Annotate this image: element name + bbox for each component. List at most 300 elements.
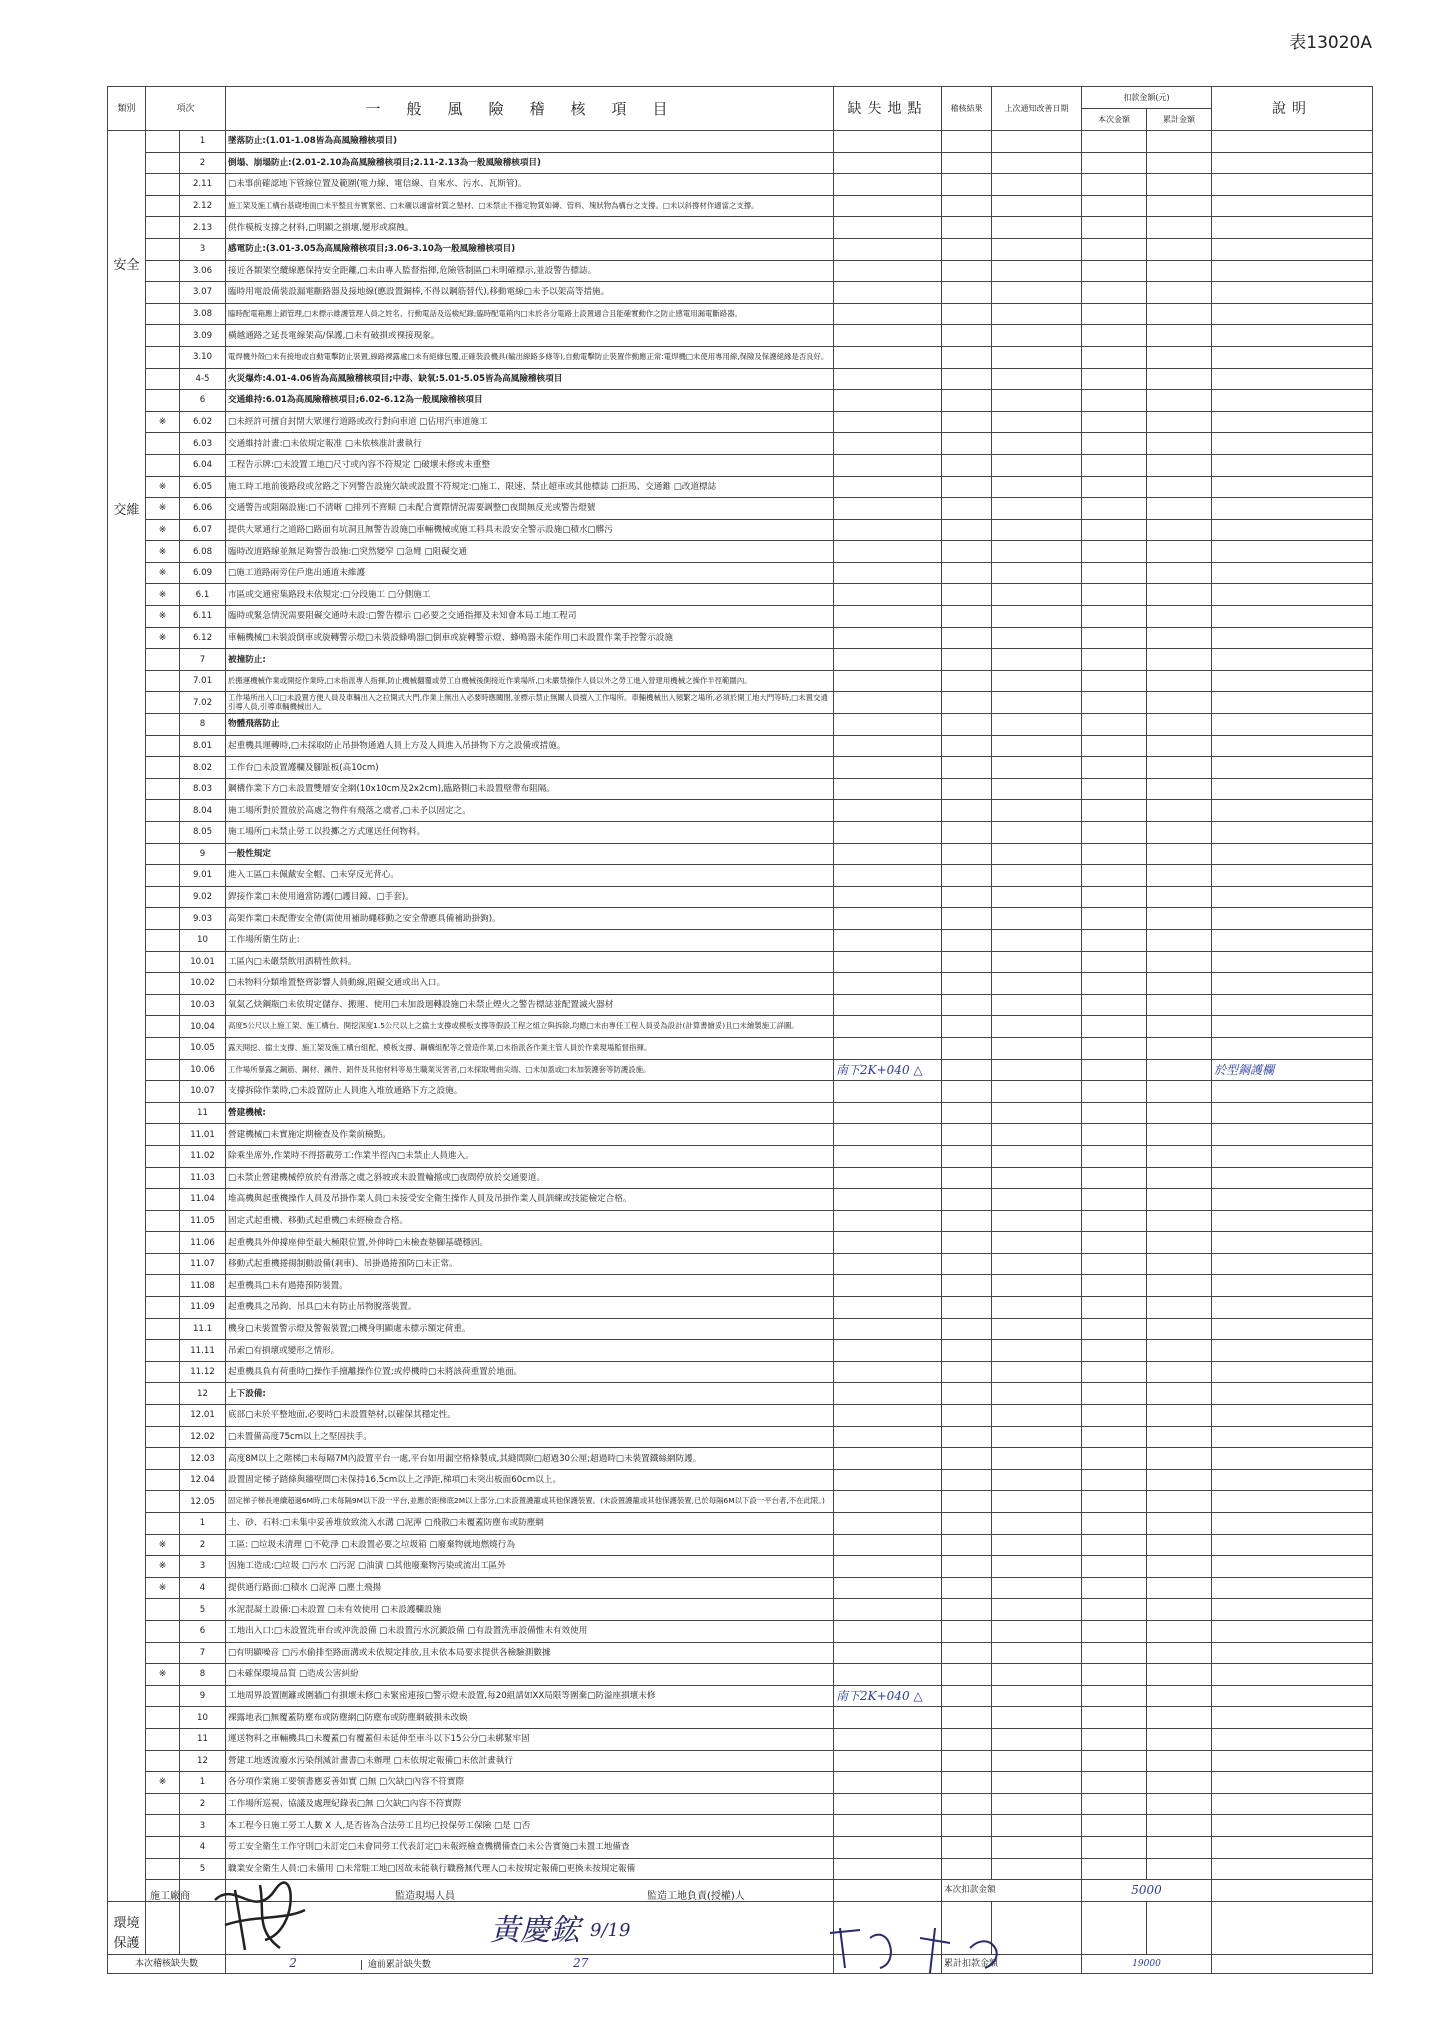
- missing-location: [834, 519, 942, 541]
- prev-notice-date: [992, 757, 1082, 779]
- audit-result: [942, 627, 992, 649]
- prev-notice-date: [992, 1556, 1082, 1578]
- key-mark: [146, 908, 180, 930]
- prev-notice-date: [992, 735, 1082, 757]
- missing-location: [834, 584, 942, 606]
- deduct-this-amount: [1082, 994, 1147, 1016]
- missing-location: [834, 1081, 942, 1103]
- item-description: □未物料分類堆置整齊影響人員動線,阻礙交通或出入口。: [226, 973, 834, 995]
- table-row: [108, 1577, 1373, 1599]
- key-mark: [146, 1448, 180, 1470]
- item-description: 提供大眾通行之道路□路面有坑洞且無警告設施□車輛機械或施工料具未設安全警示設施□積水□髒污: [226, 519, 834, 541]
- table-row: [108, 1318, 1373, 1340]
- deduct-total-amount: [1147, 454, 1212, 476]
- table-row: [108, 1037, 1373, 1059]
- prev-notice-date: [992, 1642, 1082, 1664]
- key-mark: [146, 390, 180, 412]
- item-description: 橫越通路之延長電線架高/保護,□未有破損或裸接現象。: [226, 325, 834, 347]
- table-row: [108, 1815, 1373, 1837]
- prev-notice-date: [992, 433, 1082, 455]
- deduct-total-amount: [1147, 1059, 1212, 1081]
- item-number: 7.02: [180, 692, 226, 714]
- prev-notice-date: [992, 1534, 1082, 1556]
- deduct-total-amount: [1147, 1426, 1212, 1448]
- deduct-this-amount: [1082, 1858, 1147, 1880]
- footer-row: [108, 1954, 1373, 1973]
- audit-result: [942, 865, 992, 887]
- deduct-this-amount: [1082, 1405, 1147, 1427]
- missing-location: [834, 1534, 942, 1556]
- prev-notice-date: [992, 238, 1082, 260]
- header-category: 類別: [108, 87, 146, 131]
- key-mark: [146, 433, 180, 455]
- remark-cell: [1212, 1513, 1373, 1535]
- audit-result: [942, 1513, 992, 1535]
- remark-cell: [1212, 822, 1373, 844]
- audit-result: [942, 1037, 992, 1059]
- missing-location: [834, 368, 942, 390]
- key-mark: [146, 260, 180, 282]
- missing-location: [834, 303, 942, 325]
- remark-cell: [1212, 1772, 1373, 1794]
- key-mark: ※: [146, 498, 180, 520]
- remark-cell: [1212, 606, 1373, 628]
- key-mark: [146, 1858, 180, 1880]
- remark-cell: [1212, 1728, 1373, 1750]
- deduct-total-amount: [1147, 1167, 1212, 1189]
- table-row: [108, 174, 1373, 196]
- deduct-total-amount: [1147, 131, 1212, 153]
- deduct-total-amount: [1147, 908, 1212, 930]
- audit-result: [942, 757, 992, 779]
- remark-cell: [1212, 1599, 1373, 1621]
- supervisor-staff-label: 監造現場人員: [395, 1891, 455, 1902]
- key-mark: [146, 174, 180, 196]
- key-mark: [146, 1210, 180, 1232]
- missing-location: [834, 1577, 942, 1599]
- item-description: 供作模板支撐之材料,□明顯之損壞,變形或腐蝕。: [226, 217, 834, 239]
- audit-result: [942, 541, 992, 563]
- remark-cell: [1212, 1383, 1373, 1405]
- table-row: [108, 1448, 1373, 1470]
- missing-location: [834, 1815, 942, 1837]
- deduct-this-amount: [1082, 1469, 1147, 1491]
- deduct-total-amount: [1147, 1340, 1212, 1362]
- missing-this-label: 本次稽核缺失數: [108, 1954, 226, 1973]
- remark-cell: [1212, 1275, 1373, 1297]
- key-mark: [146, 843, 180, 865]
- contractor-signature: [205, 1870, 315, 1955]
- deduct-total-amount: [1147, 1836, 1212, 1858]
- prev-notice-date: [992, 1340, 1082, 1362]
- audit-result: [942, 1620, 992, 1642]
- missing-location: [834, 562, 942, 584]
- header-result: 稽核結果: [942, 87, 992, 131]
- table-row: [108, 1426, 1373, 1448]
- deduct-total-amount: [1147, 1750, 1212, 1772]
- prev-notice-date: [992, 562, 1082, 584]
- table-row: [108, 843, 1373, 865]
- key-mark: [146, 238, 180, 260]
- deduct-total-amount: [1147, 692, 1212, 714]
- prev-notice-date: [992, 390, 1082, 412]
- audit-result: [942, 411, 992, 433]
- deduct-total-amount: [1147, 843, 1212, 865]
- prev-notice-date: [992, 800, 1082, 822]
- remark-cell: [1212, 411, 1373, 433]
- missing-location: [834, 131, 942, 153]
- deduct-this-amount: [1082, 822, 1147, 844]
- audit-result: [942, 1102, 992, 1124]
- prev-notice-date: [992, 1232, 1082, 1254]
- deduct-total-amount: [1147, 951, 1212, 973]
- item-description: 施工時工地前後路段或岔路之下列警告設施欠缺或設置不符規定:□施工、限速、禁止超車或其他標誌 □拒馬、交通錐 □改道標誌: [226, 476, 834, 498]
- prev-notice-date: [992, 692, 1082, 714]
- deduct-total-amount: [1147, 584, 1212, 606]
- item-description: 施工架及施工構台基礎地面□未平整且夯實緊密、□未襯以適當材質之墊材、□未禁止不穩定物質如磚、管料、塊狀物為構台之支撐。□未以斜撐材作適當之支撐。: [226, 195, 834, 217]
- table-row: [108, 411, 1373, 433]
- missing-total-label: 逾前累計缺失數: [361, 1960, 478, 1970]
- sign-date: 9/19: [590, 1920, 631, 1941]
- table-row: [108, 1620, 1373, 1642]
- item-number: 6.12: [180, 627, 226, 649]
- item-description: 設置固定梯子踏條與牆壁間□未保持16.5cm以上之淨距,梯項□未突出板面60cm以上。: [226, 1469, 834, 1491]
- remark-cell: [1212, 152, 1373, 174]
- item-description: □未置備高度75cm以上之堅固扶手。: [226, 1426, 834, 1448]
- key-mark: [146, 1167, 180, 1189]
- item-number: 6: [180, 1620, 226, 1642]
- deduct-this-amount: [1082, 131, 1147, 153]
- deduct-total-amount: [1147, 822, 1212, 844]
- key-mark: [146, 649, 180, 671]
- missing-location: [834, 973, 942, 995]
- remark-cell: [1212, 1556, 1373, 1578]
- key-mark: [146, 131, 180, 153]
- item-description: 交通維持計畫:□未依規定報准 □未依核准計畫執行: [226, 433, 834, 455]
- deduct-total-amount: [1147, 1081, 1212, 1103]
- remark-cell: [1212, 973, 1373, 995]
- remark-cell: [1212, 1189, 1373, 1211]
- item-description: 工區內□未嚴禁飲用酒精性飲料。: [226, 951, 834, 973]
- audit-result: [942, 1167, 992, 1189]
- table-row: [108, 454, 1373, 476]
- item-description: 高度8M以上之階梯□未每隔7M內設置平台一處,平台如用漏空格條製成,其縫間隙□超過30公厘;超過時□未裝置鐵絲網防護。: [226, 1448, 834, 1470]
- table-row: [108, 217, 1373, 239]
- item-description: 臨時或緊急情況需要阻礙交通時未設:□警告標示 □必要之交通指揮及未知會本局工地工程司: [226, 606, 834, 628]
- prev-notice-date: [992, 908, 1082, 930]
- deduct-this-amount: [1082, 454, 1147, 476]
- prev-notice-date: [992, 131, 1082, 153]
- remark-cell: [1212, 217, 1373, 239]
- missing-location: [834, 1836, 942, 1858]
- item-number: 10.05: [180, 1037, 226, 1059]
- deduct-this-amount: [1082, 346, 1147, 368]
- table-row: [108, 519, 1373, 541]
- prev-notice-date: [992, 1448, 1082, 1470]
- key-mark: [146, 1145, 180, 1167]
- missing-location: [834, 1275, 942, 1297]
- item-number: 12.05: [180, 1491, 226, 1513]
- deduct-total-value: 19000: [1082, 1954, 1212, 1973]
- deduct-total-amount: [1147, 519, 1212, 541]
- missing-location: [834, 476, 942, 498]
- audit-result: [942, 1232, 992, 1254]
- deduct-total-amount: [1147, 541, 1212, 563]
- audit-result: [942, 886, 992, 908]
- item-number: 9: [180, 843, 226, 865]
- audit-table: [107, 86, 1373, 1974]
- item-number: 3: [180, 1556, 226, 1578]
- deduct-this-amount: [1082, 1426, 1147, 1448]
- deduct-this-amount: [1082, 1102, 1147, 1124]
- key-mark: ※: [146, 1772, 180, 1794]
- table-row: [108, 929, 1373, 951]
- prev-notice-date: [992, 195, 1082, 217]
- prev-notice-date: [992, 346, 1082, 368]
- key-mark: [146, 1426, 180, 1448]
- deduct-this-amount: [1082, 973, 1147, 995]
- missing-total-value: 27: [573, 1955, 589, 1970]
- table-row: [108, 1167, 1373, 1189]
- deduct-this-amount: [1082, 1275, 1147, 1297]
- missing-location: [834, 238, 942, 260]
- audit-result: [942, 562, 992, 584]
- item-description: 工作場所衛生防止:: [226, 929, 834, 951]
- remark-cell: [1212, 454, 1373, 476]
- deduct-this-amount: [1082, 1340, 1147, 1362]
- table-row: [108, 476, 1373, 498]
- audit-result: [942, 692, 992, 714]
- audit-result: [942, 951, 992, 973]
- key-mark: ※: [146, 1664, 180, 1686]
- missing-location: [834, 627, 942, 649]
- deduct-total-label: 累計扣款金額: [942, 1954, 1082, 1973]
- remark-cell: [1212, 649, 1373, 671]
- key-mark: [146, 1275, 180, 1297]
- prev-notice-date: [992, 260, 1082, 282]
- key-mark: [146, 368, 180, 390]
- table-row: [108, 1340, 1373, 1362]
- audit-result: [942, 303, 992, 325]
- audit-result: [942, 973, 992, 995]
- deduct-this-amount: [1082, 735, 1147, 757]
- item-description: 工作場所出入口□未設置方便人員及車輛出入之拉開式大門,作業上無出入必要時應關閉,並標示禁止無關人員擅入工作場所。車輛機械出入頻繁之場所,必須於開工地大門等時,□未置交通引導人員,引導車輛機械出入。: [226, 692, 834, 714]
- prev-notice-date: [992, 627, 1082, 649]
- deduct-this-amount: [1082, 929, 1147, 951]
- item-number: 11.02: [180, 1145, 226, 1167]
- deduct-this-amount: [1082, 649, 1147, 671]
- item-description: 工區: □垃圾未清理 □不乾淨 □未設置必要之垃圾箱 □廢棄物就地燃燒行為: [226, 1534, 834, 1556]
- deduct-this-label: 本次扣款金額: [942, 1880, 1082, 1902]
- remark-cell: [1212, 886, 1373, 908]
- audit-result: [942, 1275, 992, 1297]
- deduct-this-amount: [1082, 1059, 1147, 1081]
- item-number: 2.11: [180, 174, 226, 196]
- item-description: 裸露地表□無覆蓋防塵布或防塵網□防塵布或防塵網破損未改煥: [226, 1707, 834, 1729]
- remark-cell: [1212, 1102, 1373, 1124]
- deduct-this-amount: [1082, 1081, 1147, 1103]
- item-description: 勞工安全衛生工作守則□未訂定□未會同勞工代表訂定□未報經檢查機構備查□未公告實施□未置工地備查: [226, 1836, 834, 1858]
- item-number: 11.01: [180, 1124, 226, 1146]
- deduct-this-amount: [1082, 584, 1147, 606]
- form-number: 表13020A: [1289, 33, 1372, 53]
- item-description: 進入工區□未佩戴安全帽、□未穿反光背心。: [226, 865, 834, 887]
- item-description: 火災爆炸:4.01-4.06皆為高風險稽核項目;中毒、缺氧:5.01-5.05皆為高風險稽核項目: [226, 368, 834, 390]
- key-mark: [146, 1707, 180, 1729]
- deduct-total-amount: [1147, 174, 1212, 196]
- prev-notice-date: [992, 1275, 1082, 1297]
- missing-location: [834, 1750, 942, 1772]
- item-description: 起重機具□未有過捲預防裝置。: [226, 1275, 834, 1297]
- item-description: 堆高機與起重機操作人員及吊掛作業人員□未接受安全衛生操作人員及吊掛作業人員訓練或技能檢定合格。: [226, 1189, 834, 1211]
- audit-result: [942, 1577, 992, 1599]
- deduct-total-amount: [1147, 411, 1212, 433]
- item-number: 2.12: [180, 195, 226, 217]
- deduct-total-amount: [1147, 1728, 1212, 1750]
- deduct-this-amount: [1082, 606, 1147, 628]
- audit-result: [942, 800, 992, 822]
- item-description: 臨時配電箱應上鎖管理,□未標示維護管理人員之姓名、行動電話及巡檢紀錄;臨時配電箱內□未於各分電路上設置適合且能確實動作之防止感電用漏電斷路器。: [226, 303, 834, 325]
- remark-cell: [1212, 1037, 1373, 1059]
- missing-location: [834, 778, 942, 800]
- deduct-total-amount: [1147, 1620, 1212, 1642]
- remark-cell: [1212, 282, 1373, 304]
- audit-result: [942, 1081, 992, 1103]
- item-description: 工程告示牌:□未設置工地□尺寸或內容不符規定 □破壞未修或未重整: [226, 454, 834, 476]
- item-description: 被撞防止:: [226, 649, 834, 671]
- key-mark: [146, 1232, 180, 1254]
- remark-cell: [1212, 346, 1373, 368]
- table-row: [108, 1772, 1373, 1794]
- deduct-this-amount: [1082, 152, 1147, 174]
- key-mark: [146, 1037, 180, 1059]
- table-row: [108, 1836, 1373, 1858]
- prev-notice-date: [992, 1318, 1082, 1340]
- deduct-this-amount: [1082, 1210, 1147, 1232]
- deduct-total-amount: [1147, 1275, 1212, 1297]
- item-description: □未經許可擅自封閉大眾運行道路或改行對向車道 □佔用汽車道施工: [226, 411, 834, 433]
- item-description: □施工道路兩旁住戶進出通道未維護: [226, 562, 834, 584]
- remark-cell: [1212, 1469, 1373, 1491]
- table-row: [108, 1232, 1373, 1254]
- table-row: [108, 606, 1373, 628]
- audit-result: [942, 1664, 992, 1686]
- deduct-this-value: 5000: [1082, 1880, 1212, 1902]
- table-row: [108, 670, 1373, 692]
- deduct-total-amount: [1147, 757, 1212, 779]
- audit-result: [942, 195, 992, 217]
- deduct-total-amount: [1147, 973, 1212, 995]
- missing-location: [834, 929, 942, 951]
- deduct-this-amount: [1082, 627, 1147, 649]
- item-number: 10.07: [180, 1081, 226, 1103]
- missing-location: [834, 195, 942, 217]
- missing-location: [834, 1728, 942, 1750]
- deduct-this-amount: [1082, 476, 1147, 498]
- remark-cell: [1212, 303, 1373, 325]
- remark-cell: [1212, 670, 1373, 692]
- missing-location: [834, 1513, 942, 1535]
- remark-cell: [1212, 1145, 1373, 1167]
- key-mark: [146, 1405, 180, 1427]
- audit-result: [942, 217, 992, 239]
- item-number: 1: [180, 1772, 226, 1794]
- missing-location: [834, 152, 942, 174]
- audit-result: [942, 1534, 992, 1556]
- missing-location: [834, 454, 942, 476]
- audit-result: [942, 1297, 992, 1319]
- remark-cell: [1212, 1016, 1373, 1038]
- key-mark: [146, 454, 180, 476]
- table-row: [108, 822, 1373, 844]
- deduct-this-amount: [1082, 1448, 1147, 1470]
- audit-result: [942, 1793, 992, 1815]
- remark-cell: [1212, 908, 1373, 930]
- deduct-this-amount: [1082, 1772, 1147, 1794]
- table-row: [108, 303, 1373, 325]
- item-number: 11.05: [180, 1210, 226, 1232]
- remark-cell: [1212, 541, 1373, 563]
- prev-notice-date: [992, 1167, 1082, 1189]
- item-number: 11.08: [180, 1275, 226, 1297]
- audit-result: [942, 1469, 992, 1491]
- table-row: [108, 1599, 1373, 1621]
- deduct-total-amount: [1147, 1556, 1212, 1578]
- deduct-this-amount: [1082, 1016, 1147, 1038]
- item-description: 施工場所對於置放於高處之物件有飛落之虞者,□未予以固定之。: [226, 800, 834, 822]
- item-number: 11.04: [180, 1189, 226, 1211]
- item-description: □未事前確認地下管線位置及範圍(電力線、電信線、自來水、污水、瓦斯管)。: [226, 174, 834, 196]
- deduct-this-amount: [1082, 1383, 1147, 1405]
- missing-location: [834, 1469, 942, 1491]
- table-row: [108, 282, 1373, 304]
- item-description: 工作場所暴露之鋼筋、鋼材、鐵件、鋁件及其他材料等易生職業災害者,□未採取彎曲尖端、□未加蓋或□未加裝護套等防護設施。: [226, 1059, 834, 1081]
- deduct-total-amount: [1147, 1232, 1212, 1254]
- key-mark: [146, 800, 180, 822]
- key-mark: ※: [146, 411, 180, 433]
- prev-notice-date: [992, 1491, 1082, 1513]
- item-number: 6.05: [180, 476, 226, 498]
- prev-notice-date: [992, 1750, 1082, 1772]
- table-row: [108, 994, 1373, 1016]
- item-description: 因施工造成:□垃圾 □污水 □污泥 □油漬 □其他廢棄物污染或流出工區外: [226, 1556, 834, 1578]
- table-row: [108, 1491, 1373, 1513]
- audit-result: [942, 346, 992, 368]
- missing-location: [834, 649, 942, 671]
- deduct-total-amount: [1147, 800, 1212, 822]
- key-mark: [146, 1189, 180, 1211]
- key-mark: [146, 303, 180, 325]
- prev-notice-date: [992, 1599, 1082, 1621]
- item-number: 12.02: [180, 1426, 226, 1448]
- item-description: 鋼構作業下方□未設置雙層安全網(10x10cm及2x2cm),臨路側□未設置壁帶布阻隔。: [226, 778, 834, 800]
- missing-location: [834, 1016, 942, 1038]
- key-mark: [146, 822, 180, 844]
- key-mark: [146, 929, 180, 951]
- audit-result: [942, 1599, 992, 1621]
- table-row: [108, 1275, 1373, 1297]
- item-number: 12: [180, 1383, 226, 1405]
- prev-notice-date: [992, 368, 1082, 390]
- key-mark: [146, 1361, 180, 1383]
- header-row-1: [108, 87, 1373, 109]
- item-description: 運送物料之車輛機具□未覆蓋□有覆蓋但未延伸至車斗以下15公分□未綁緊牢固: [226, 1728, 834, 1750]
- deduct-total-amount: [1147, 670, 1212, 692]
- remark-cell: [1212, 1685, 1373, 1707]
- key-mark: [146, 1124, 180, 1146]
- item-number: 8.03: [180, 778, 226, 800]
- remark-cell: [1212, 1620, 1373, 1642]
